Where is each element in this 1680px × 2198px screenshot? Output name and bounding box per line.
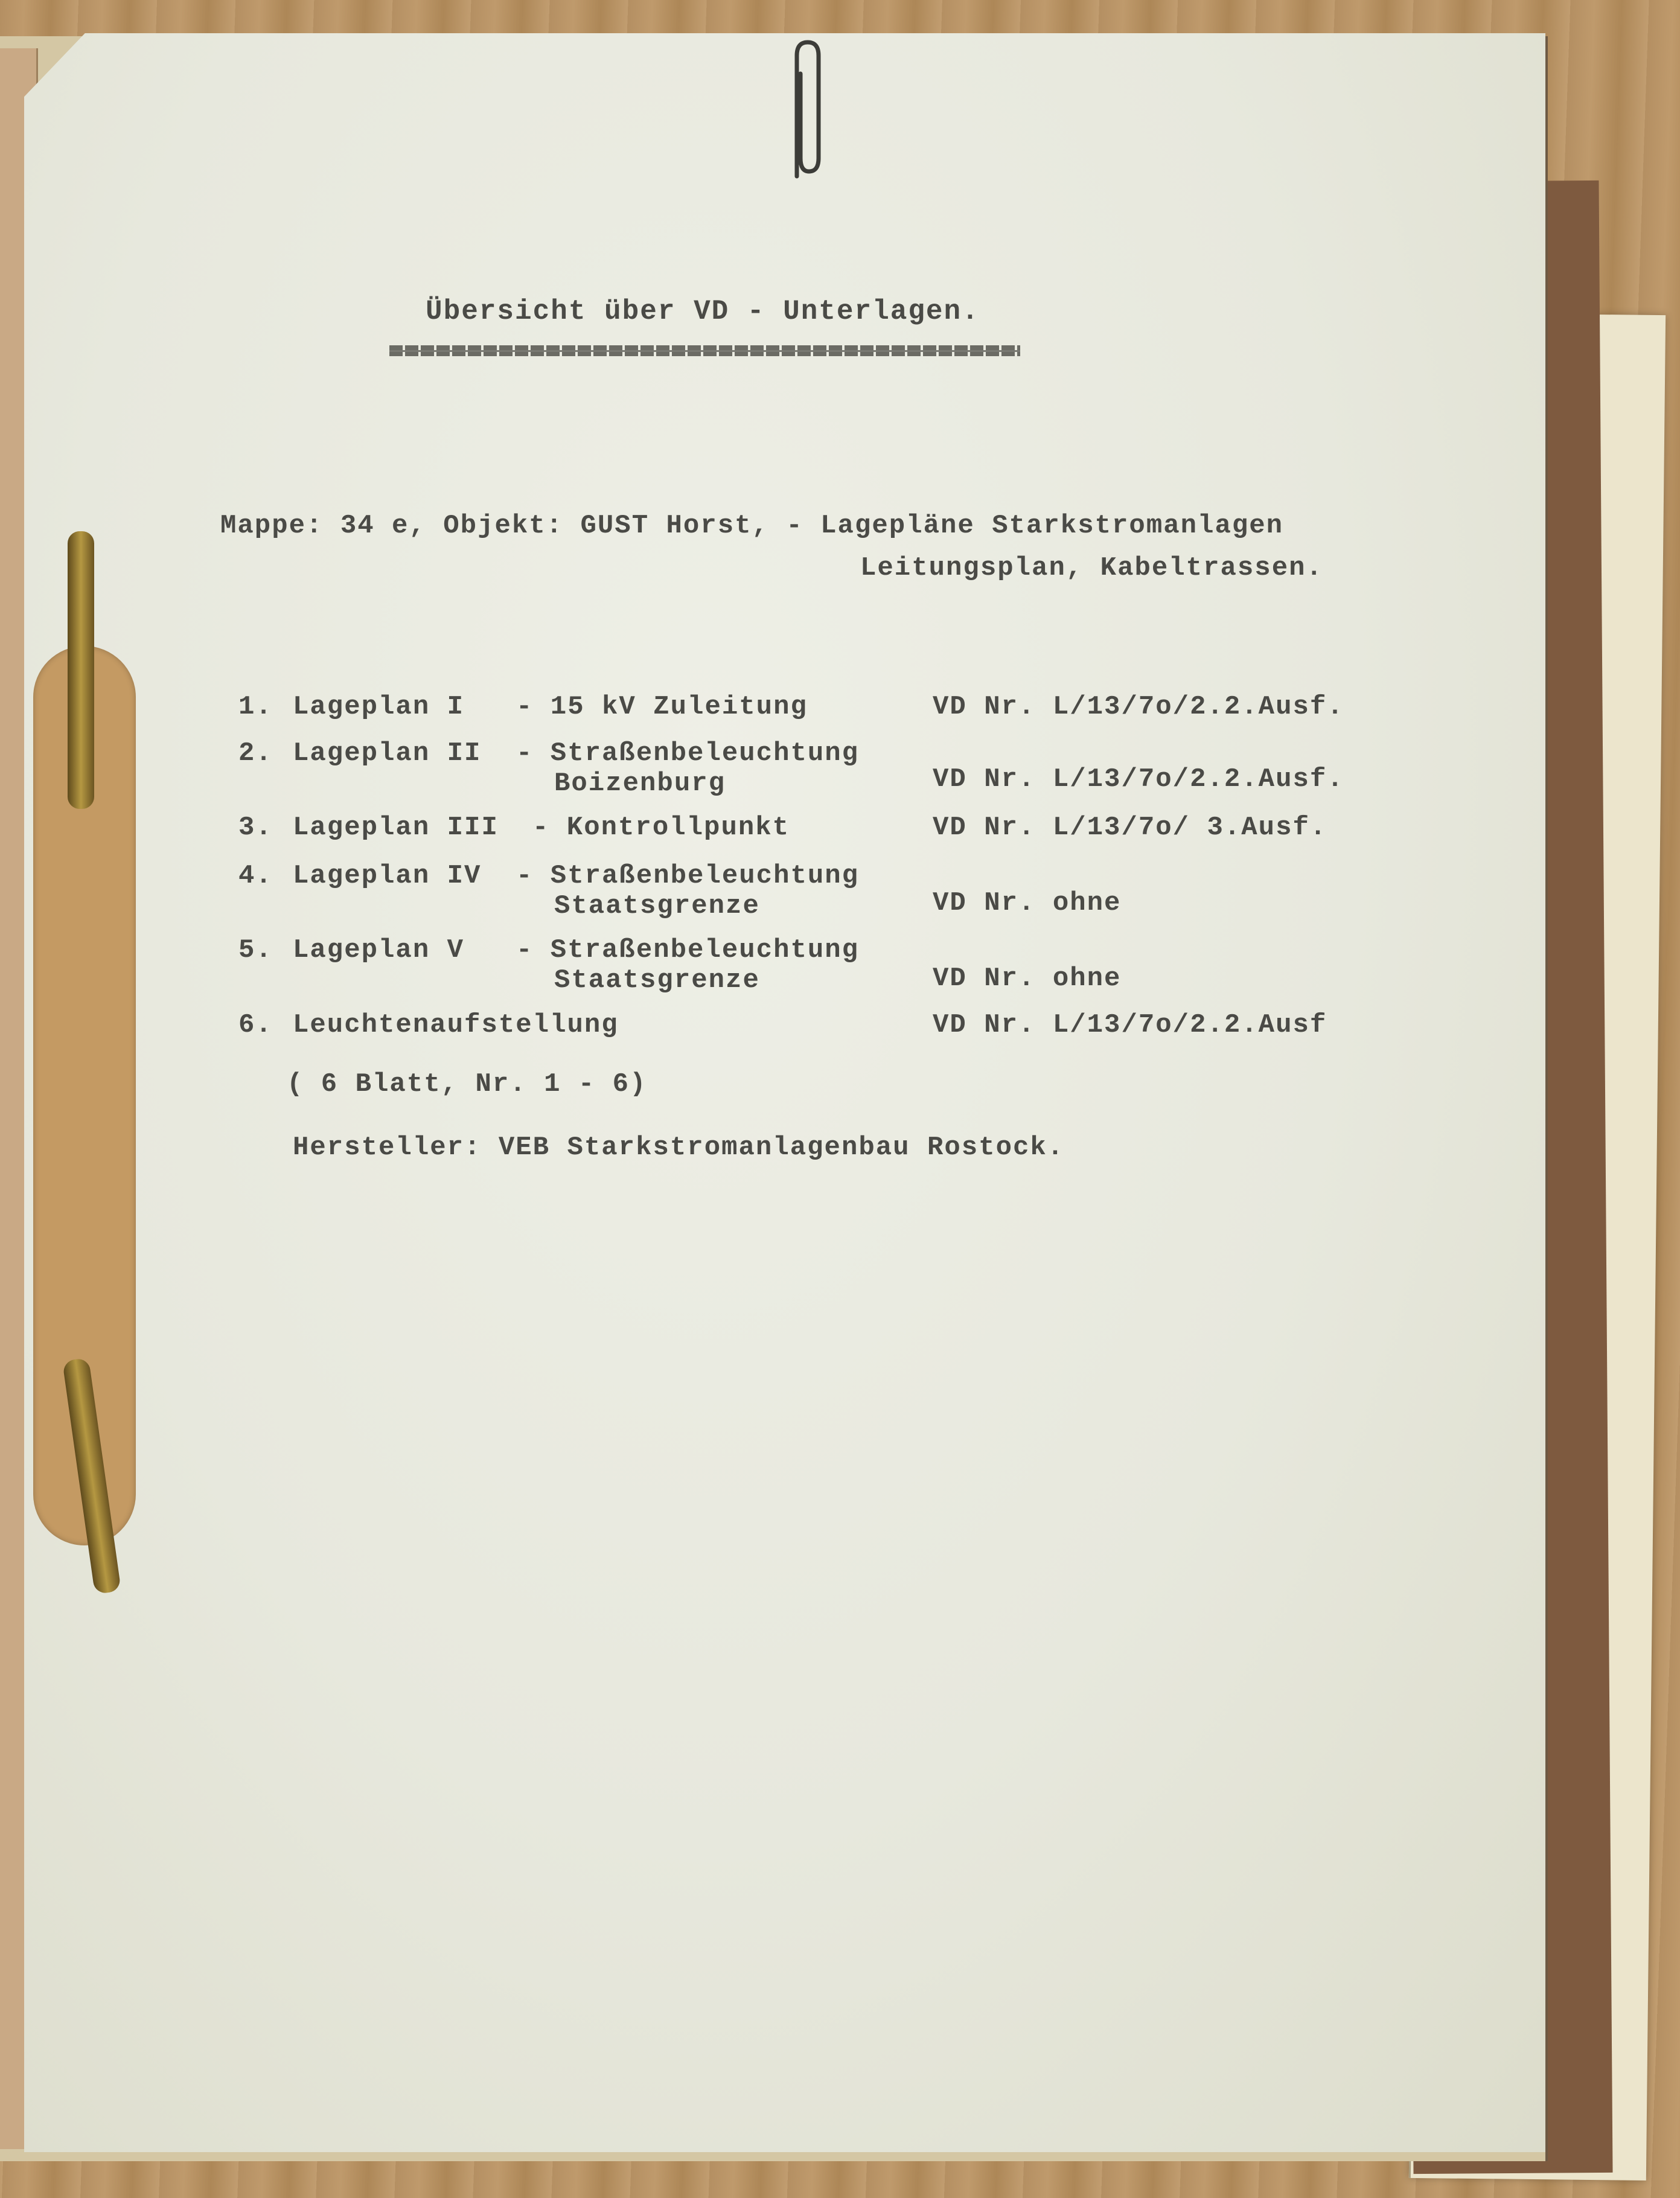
item-label: Leuchtenaufstellung	[293, 1010, 619, 1040]
item-reference: VD Nr. L/13/7o/2.2.Ausf.	[933, 764, 1344, 794]
item-description: - 15 kV Zuleitung	[516, 692, 808, 722]
item-reference: VD Nr. L/13/7o/ 3.Ausf.	[933, 813, 1327, 843]
sheet-count: ( 6 Blatt, Nr. 1 - 6)	[287, 1069, 647, 1099]
item-description: - Straßenbeleuchtung	[516, 861, 860, 891]
item-reference: VD Nr. L/13/7o/2.2.Ausf.	[933, 692, 1344, 722]
item-description-line2: Staatsgrenze	[554, 891, 760, 921]
item-reference: VD Nr. ohne	[933, 963, 1122, 994]
item-description-line2: Boizenburg	[554, 768, 726, 799]
item-description: - Straßenbeleuchtung	[516, 738, 860, 768]
document-title: Übersicht über VD - Unterlagen.	[426, 296, 980, 327]
item-number: 4.	[238, 861, 273, 891]
item-number: 3.	[238, 813, 273, 843]
item-description: - Kontrollpunkt	[532, 813, 790, 843]
title-underline	[389, 345, 1020, 356]
item-label: Lageplan I	[293, 692, 465, 722]
item-number: 6.	[238, 1010, 273, 1040]
item-label: Lageplan IV	[293, 861, 482, 891]
item-description: - Straßenbeleuchtung	[516, 935, 860, 965]
item-label: Lageplan V	[293, 935, 465, 965]
item-number: 2.	[238, 738, 273, 768]
folder-header-continuation: Leitungsplan, Kabeltrassen.	[860, 553, 1323, 583]
item-label: Lageplan III	[293, 813, 499, 843]
manufacturer: Hersteller: VEB Starkstromanlagenbau Rostock.	[293, 1133, 1065, 1163]
folder-header: Mappe: 34 e, Objekt: GUST Horst, - Lagepläne Starkstromanlagen	[220, 511, 1284, 541]
item-label: Lageplan II	[293, 738, 482, 768]
item-number: 1.	[238, 692, 273, 722]
item-number: 5.	[238, 935, 273, 965]
item-description-line2: Staatsgrenze	[554, 965, 760, 995]
item-reference: VD Nr. L/13/7o/2.2.Ausf	[933, 1010, 1327, 1040]
item-reference: VD Nr. ohne	[933, 888, 1122, 918]
